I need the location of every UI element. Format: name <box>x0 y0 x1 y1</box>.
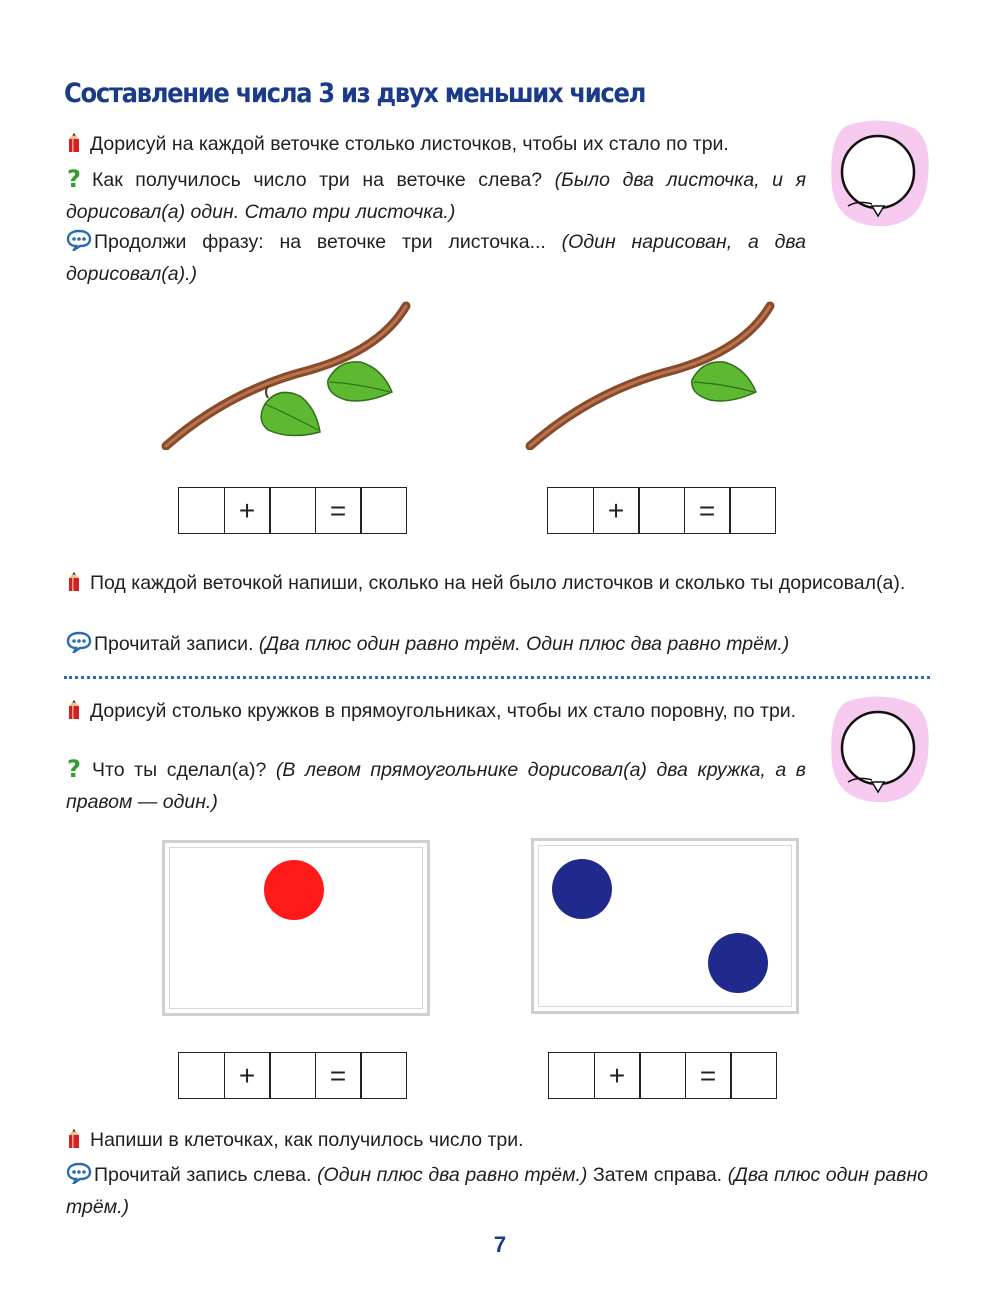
answer-cell[interactable] <box>730 1052 777 1099</box>
speech-bubble-icon <box>66 1162 92 1193</box>
section-divider <box>64 676 930 679</box>
task-text: Под каждой веточкой напиши, сколько на ней было листочков и сколько ты дорисовал(а). <box>90 572 906 594</box>
answer-cell[interactable] <box>639 1052 686 1099</box>
answer-cell[interactable] <box>360 1052 407 1099</box>
answer-cell[interactable] <box>269 487 316 534</box>
question-icon <box>66 167 84 198</box>
task-text: Напиши в клеточках, как получилось число три. <box>90 1129 524 1151</box>
svg-text:?: ? <box>67 167 81 189</box>
answer-text: (Два плюс один равно трём.) <box>66 1164 929 1218</box>
continue-text: Продолжи фразу: на веточке три листочка... <box>94 231 546 253</box>
pencil-icon <box>66 572 82 601</box>
balloon-icon <box>828 118 932 235</box>
speech-bubble-icon <box>66 229 92 260</box>
page-title: Составление числа 3 из двух меньших чисел <box>64 78 646 109</box>
red-circle <box>264 860 324 920</box>
plus-sign: + <box>593 487 640 534</box>
question-text: Как получилось число три на веточке слева? <box>92 169 543 191</box>
rectangle-right <box>531 838 799 1014</box>
svg-text:?: ? <box>67 757 81 779</box>
equals-sign: = <box>315 1052 362 1099</box>
equation-row-right-1 <box>547 487 776 533</box>
pencil-icon <box>66 133 82 162</box>
pencil-icon <box>66 1129 82 1158</box>
equation-row-right-2 <box>548 1052 777 1098</box>
answer-cell[interactable] <box>729 487 776 534</box>
equals-sign: = <box>685 1052 732 1099</box>
answer-text: (Один плюс два равно трём.) <box>317 1164 588 1186</box>
task-write-leaves <box>66 569 928 601</box>
pencil-icon <box>66 700 82 729</box>
read-text: Прочитай записи. <box>94 633 254 655</box>
answer-cell[interactable] <box>638 487 685 534</box>
answer-text: (Один нарисован, а два дорисовал(а).) <box>66 231 807 285</box>
equals-sign: = <box>315 487 362 534</box>
answer-text: (Было два листочка, и я дорисовал(а) один. Стало три листочка.) <box>66 169 806 223</box>
speech-bubble-icon <box>66 631 92 662</box>
answer-text: (В левом прямоугольнике дорисовал(а) два кружка, а в правом — один.) <box>66 759 806 813</box>
continue-phrase <box>66 228 806 289</box>
task-text: Дорисуй столько кружков в прямоугольниках, чтобы их стало поровну, по три. <box>90 700 797 722</box>
answer-cell[interactable] <box>360 487 407 534</box>
answer-cell[interactable] <box>178 487 225 534</box>
question-icon <box>66 757 84 788</box>
blue-circle <box>708 933 768 993</box>
read-records <box>66 630 928 662</box>
blue-circle <box>552 859 612 919</box>
balloon-icon <box>828 694 932 811</box>
plus-sign: + <box>224 1052 271 1099</box>
equation-row-left-1 <box>178 487 407 533</box>
rectangle-left <box>162 840 430 1016</box>
read-record <box>66 1161 928 1222</box>
read-text-mid: Затем справа. <box>592 1164 723 1186</box>
task-draw-leaves <box>66 130 806 162</box>
leaf-icon <box>328 362 392 401</box>
branch-right <box>524 300 784 455</box>
task-text: Дорисуй на каждой веточке столько листочков, чтобы их стало по три. <box>90 133 729 155</box>
answer-text: (Два плюс один равно трём. Один плюс два равно трём.) <box>258 633 790 655</box>
answer-cell[interactable] <box>269 1052 316 1099</box>
answer-cell[interactable] <box>547 487 594 534</box>
equals-sign: = <box>684 487 731 534</box>
question-circles <box>66 756 806 817</box>
answer-cell[interactable] <box>548 1052 595 1099</box>
task-write-cells <box>66 1126 928 1158</box>
branch-left <box>160 300 420 455</box>
plus-sign: + <box>224 487 271 534</box>
leaf-icon <box>692 362 756 401</box>
question-text: Что ты сделал(а)? <box>92 759 267 781</box>
leaf-icon <box>261 386 320 436</box>
equation-row-left-2 <box>178 1052 407 1098</box>
plus-sign: + <box>594 1052 641 1099</box>
task-draw-circles <box>66 697 806 729</box>
answer-cell[interactable] <box>178 1052 225 1099</box>
question-leaves <box>66 166 806 227</box>
page-number: 7 <box>493 1232 507 1257</box>
read-text: Прочитай запись слева. <box>94 1164 312 1186</box>
